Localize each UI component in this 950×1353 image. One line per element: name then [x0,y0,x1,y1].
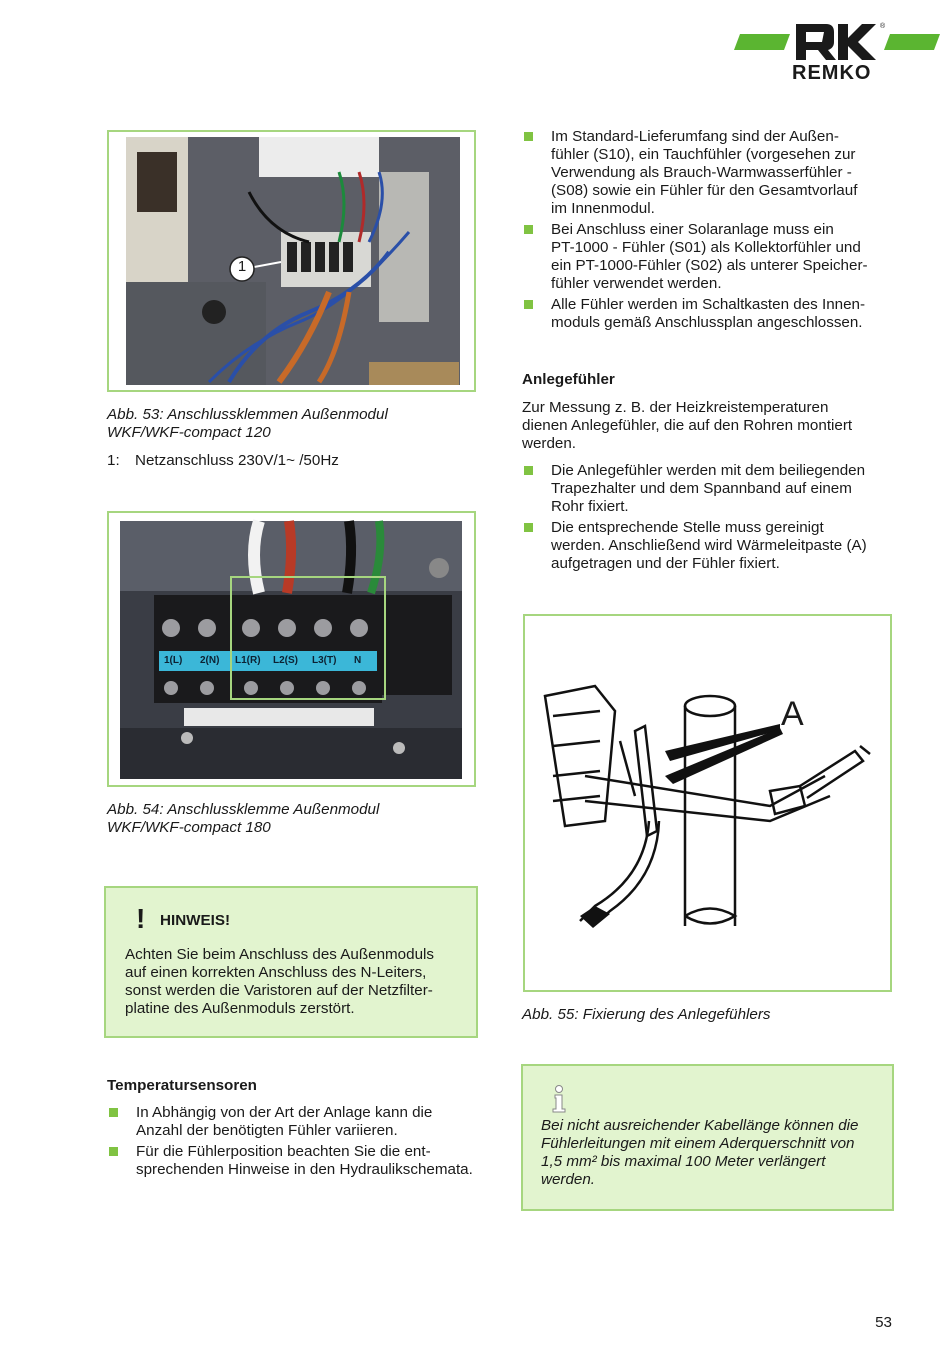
figure-53-legend [107,452,477,470]
logo-brand: REMKO [792,62,872,84]
figure-54-photo [107,511,476,787]
page-number: 53 [875,1314,892,1331]
terminal-block-photo [109,513,474,785]
list-item: Bei Anschluss einer Solaranlage muss ein PT-1000 - Fühler (S01) als Kollektorfühler und ein PT-1000-Fühler (S02) als unterer Speicher- fühler verwendet werden. [522,221,902,293]
list-item: In Abhängig von der Art der Anlage kann die Anzahl der benötigten Fühler variieren. [107,1104,477,1140]
info-icon [549,1084,569,1114]
figure-55-caption: Abb. 55: Fixierung des Anlegefühlers [522,1006,771,1023]
terminal-label: N [354,655,362,666]
terminal-label: L3(T) [312,655,337,666]
terminal-labels [162,653,380,671]
list-item: Für die Fühlerposition beachten Sie die ent- sprechenden Hinweise in den Hydraulikschemata. [107,1143,477,1179]
hinweis-text: Achten Sie beim Anschluss des Außenmoduls auf einen korrekten Anschluss des N-Leiters, sonst werden die Varistoren auf der Netzfilter- platine des Außenmoduls zerstört. [125,946,434,1017]
svg-text:®: ® [880,23,886,30]
figure-53-caption: Abb. 53: Anschlussklemmen Außenmodul WKF/WKF-compact 120 [107,406,388,441]
terminal-label: 2(N) [200,655,220,666]
legend-text: Netzanschluss 230V/1~ /50Hz [135,452,339,469]
figure-53-callout-1: 1 [237,258,247,275]
figure-55-drawing [523,614,892,992]
figure-54-caption: Abb. 54: Anschlussklemme Außenmodul WKF/WKF-compact 180 [107,801,380,836]
temperatursensoren-heading: Temperatursensoren [107,1077,257,1094]
sensor-scope-list [522,128,902,335]
pipe-sensor-drawing [525,616,890,990]
anlegefuehler-heading: Anlegefühler [522,371,615,388]
terminal-label: L1(R) [235,655,261,666]
list-item: Die Anlegefühler werden mit dem beiliegenden Trapezhalter und dem Spannband auf einem Rohr fixiert. [522,462,902,516]
figure-55-label-a: A [781,695,804,733]
warning-exclamation-icon: ! [136,903,146,934]
hinweis-box [104,886,478,1038]
remko-logo [730,20,945,84]
anlegefuehler-list [522,462,902,576]
list-item: Die entsprechende Stelle muss gereinigt werden. Anschließend wird Wärmeleitpaste (A) aufgetragen und der Fühler fixiert. [522,519,902,573]
temperatursensoren-list [107,1104,477,1182]
hinweis-title: HINWEIS! [160,912,231,929]
info-text: Bei nicht ausreichender Kabellänge können die Fühlerleitungen mit einem Aderquerschnitt von 1,5 mm² bis maximal 100 Meter verlängert werden. [541,1117,859,1188]
info-box [521,1064,894,1211]
list-item: Im Standard-Lieferumfang sind der Außen- fühler (S10), ein Tauchfühler (vorgesehen zur Verwendung als Brauch-Warmwasserfühler - (S08) sowie ein Fühler für den Gesamtvorlauf im Innenmodul. [522,128,902,218]
legend-number: 1: [107,452,120,469]
figure-53-photo [107,130,476,392]
anlegefuehler-intro: Zur Messung z. B. der Heizkreistemperaturen dienen Anlegefühler, die auf den Rohren montiert werden. [522,399,853,452]
list-item: Alle Fühler werden im Schaltkasten des Innen- moduls gemäß Anschlussplan angeschlossen. [522,296,902,332]
terminal-label: 1(L) [164,655,183,666]
terminal-box-photo [109,132,474,390]
terminal-label: L2(S) [273,655,298,666]
